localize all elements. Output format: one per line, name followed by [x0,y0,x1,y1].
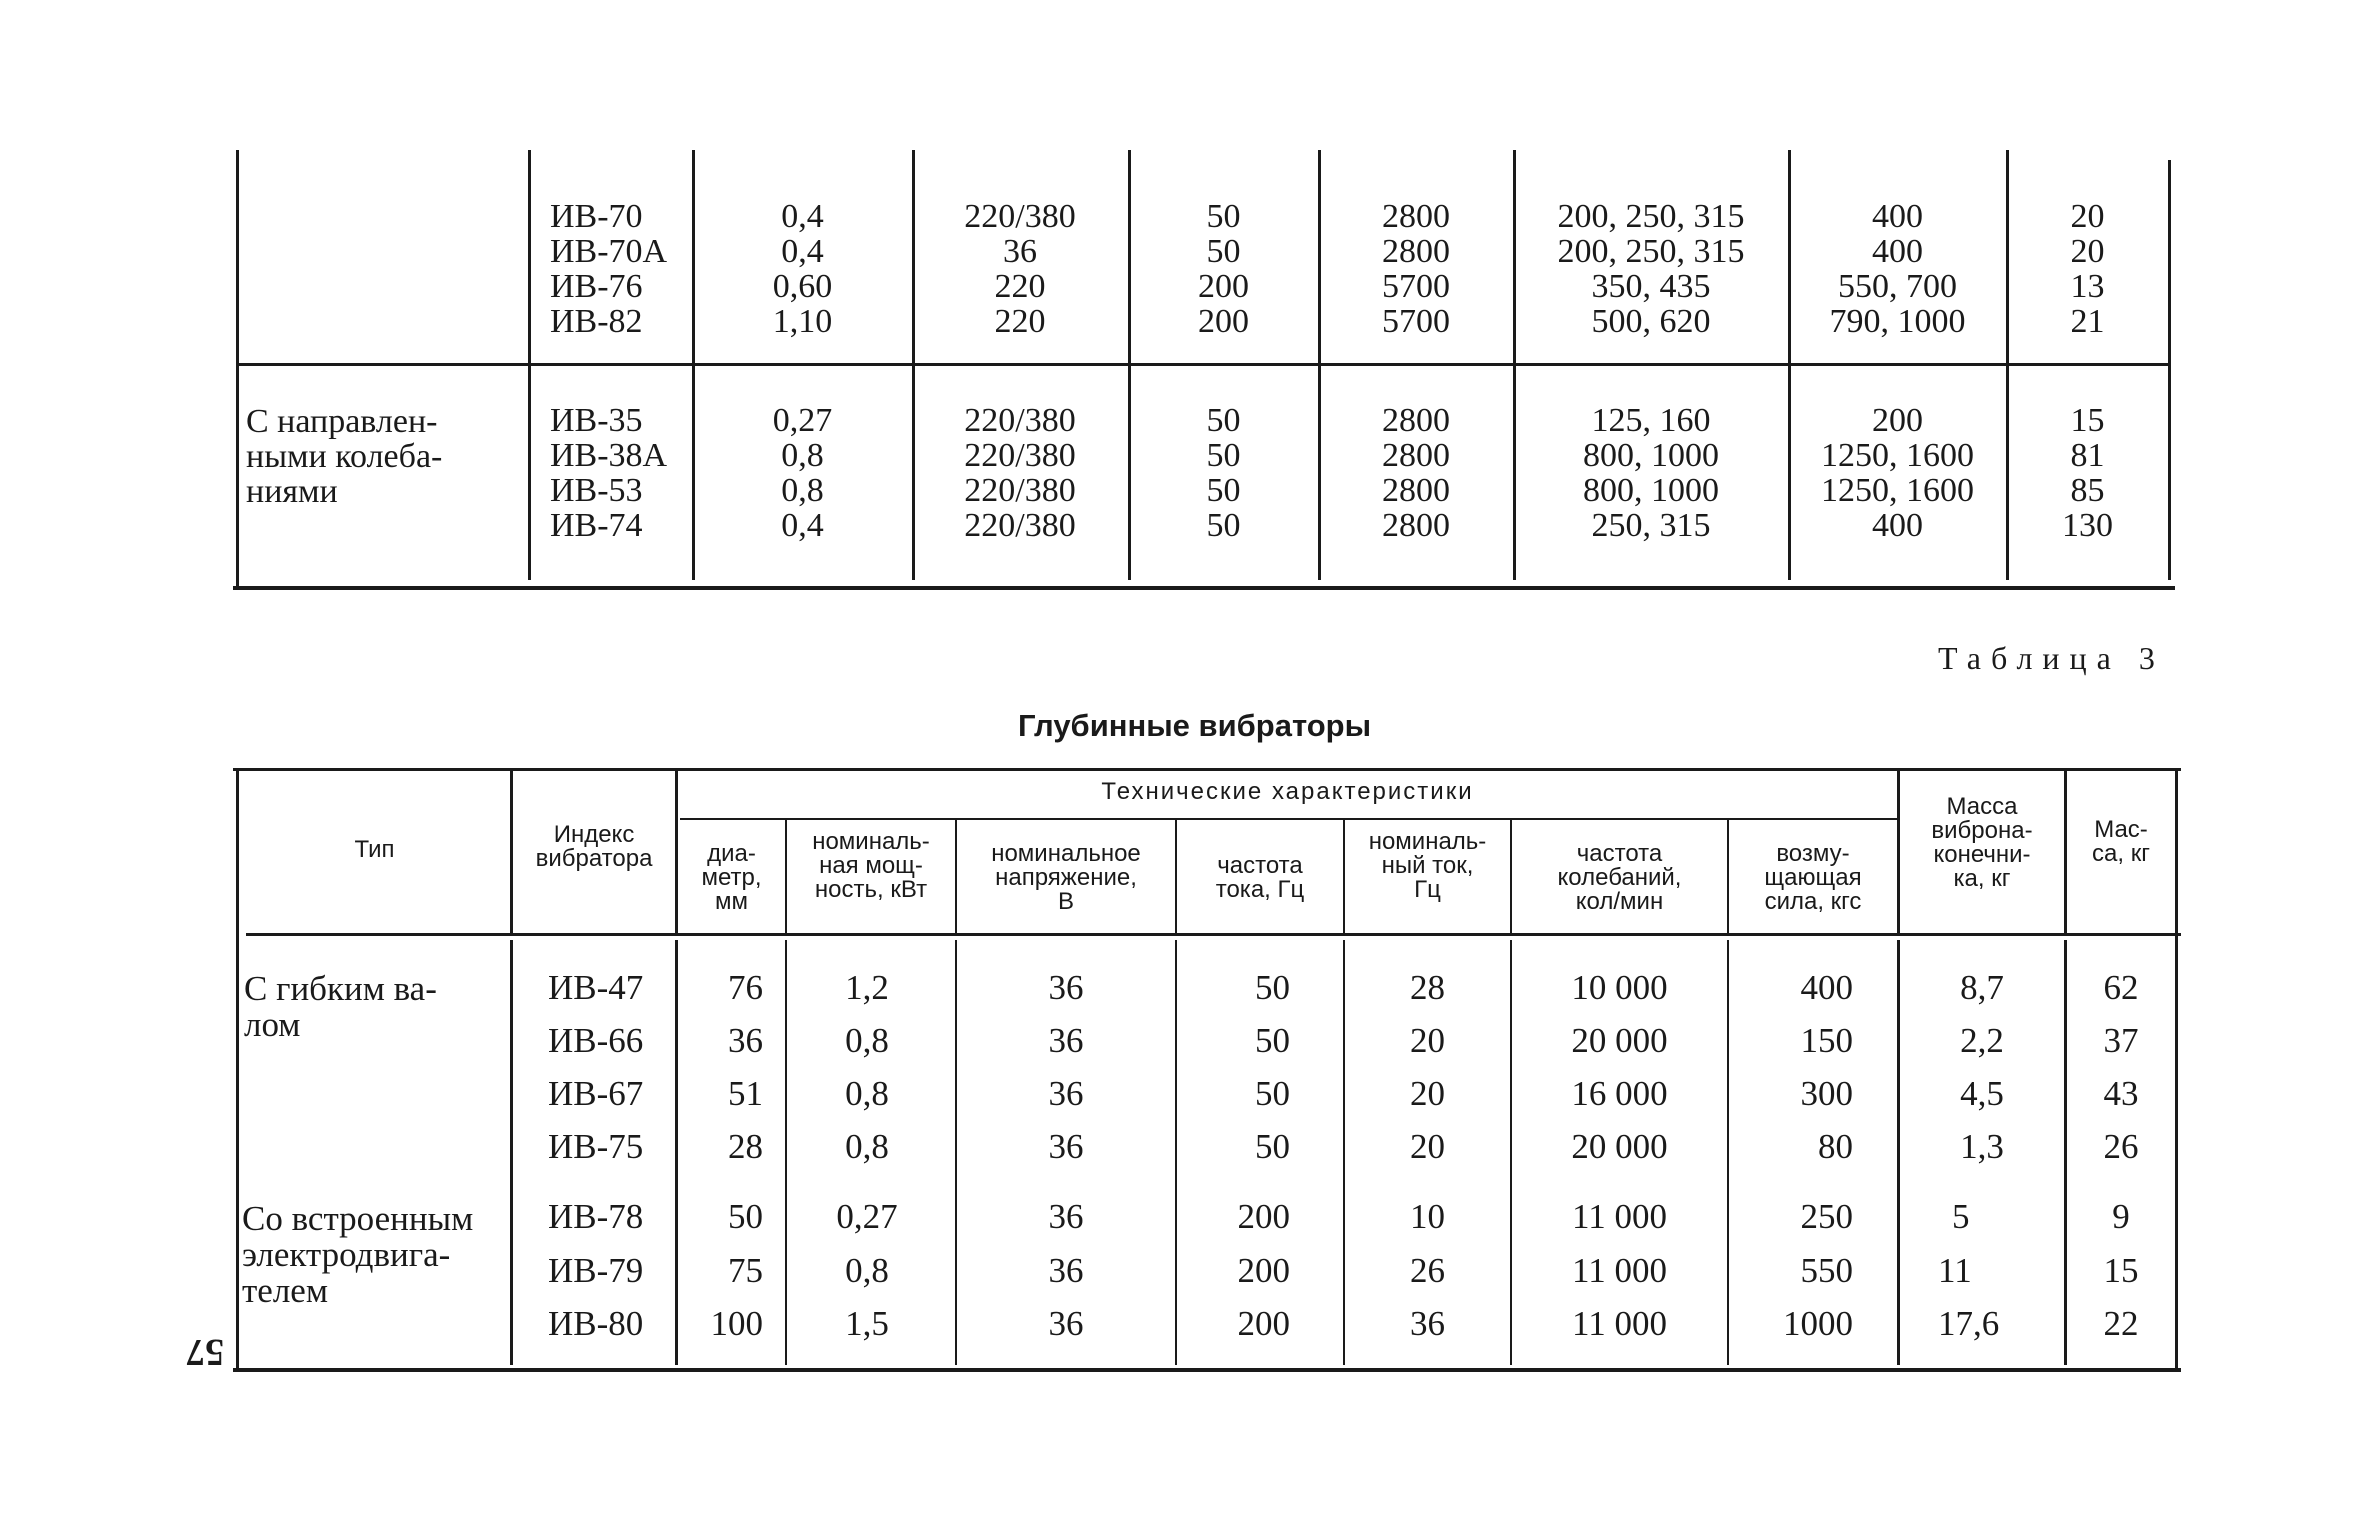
cell-mass: 15 [2070,402,2105,439]
cell-current: 10 [1410,1197,1445,1236]
cell-voltage: 220/380 [964,472,1076,509]
cell-col6: 250, 315 [1591,507,1711,544]
cell-voltage: 220 [994,303,1046,340]
cell-mass: 21 [2070,303,2105,340]
cell-power: 0,4 [781,198,824,235]
cell-mass: 37 [2103,1021,2139,1060]
cell-voltage: 36 [1048,1251,1084,1290]
cell-col6: 500, 620 [1591,303,1711,340]
cell-type: С направлен- ными колеба- ниями [246,403,443,510]
cell-type: С гибким ва- лом [244,969,437,1044]
cell-voltage: 220/380 [964,402,1076,439]
cell-diameter: 76 [728,968,763,1007]
header-tip-mass: Масса виброна- конечни- ка, кг [1931,793,2033,892]
cell-mass: 26 [2103,1127,2139,1166]
cell-tip-mass: 5 [1952,1197,1970,1236]
cell-current: 36 [1410,1304,1445,1343]
header-power: номиналь- ная мощ- ность, кВт [812,828,930,903]
cell-mass: 130 [2062,507,2113,544]
cell-freq: 200 [1198,268,1249,305]
cell-current-freq: 200 [1237,1251,1290,1290]
cell-power: 0,8 [845,1127,889,1166]
cell-freq: 50 [1206,233,1241,270]
cell-voltage: 36 [1048,1021,1084,1060]
cell-current-freq: 50 [1255,1021,1290,1060]
cell-current-freq: 50 [1255,968,1290,1007]
cell-index: ИВ-70А [550,233,668,270]
cell-current: 26 [1410,1251,1445,1290]
cell-tip-mass: 8,7 [1960,968,2004,1007]
cell-mass: 43 [2103,1074,2139,1113]
cell-osc-freq: 20 000 [1571,1021,1668,1060]
cell-force: 250 [1800,1197,1853,1236]
cell-index: ИВ-82 [550,303,643,340]
cell-current: 20 [1410,1074,1445,1113]
cell-index: ИВ-76 [550,268,643,305]
cell-power: 0,8 [781,437,824,474]
cell-type: Со встроенным электродвига- телем [242,1199,474,1310]
cell-force: 150 [1800,1021,1853,1060]
cell-index: ИВ-78 [548,1197,644,1236]
cell-voltage: 36 [1048,1197,1084,1236]
cell-col7: 550, 700 [1838,268,1957,305]
cell-mass: 85 [2070,472,2105,509]
cell-power: 0,27 [836,1197,898,1236]
cell-osc-freq: 11 000 [1572,1304,1667,1343]
header-mass: Мас- са, кг [2092,816,2150,867]
cell-col6: 800, 1000 [1583,472,1719,509]
cell-col7: 790, 1000 [1829,303,1966,340]
cell-col7: 1250, 1600 [1821,472,1974,509]
cell-force: 400 [1800,968,1853,1007]
cell-power: 1,2 [845,968,889,1007]
cell-osc-freq: 11 000 [1572,1197,1667,1236]
cell-index: ИВ-80 [548,1304,644,1343]
cell-freq: 50 [1206,198,1241,235]
table-top-rule [233,768,2181,771]
cell-freq: 50 [1206,472,1241,509]
cell-tip-mass: 2,2 [1960,1021,2004,1060]
cell-voltage: 36 [1048,1074,1084,1113]
cell-osc-freq: 10 000 [1571,968,1668,1007]
cell-current: 20 [1410,1021,1445,1060]
cell-col7: 200 [1872,402,1923,439]
cell-current: 20 [1410,1127,1445,1166]
cell-osc-freq: 16 000 [1571,1074,1668,1113]
cell-diameter: 75 [728,1251,763,1290]
cell-power: 0,60 [772,268,833,305]
cell-freq: 50 [1206,507,1241,544]
cell-force: 550 [1800,1251,1853,1290]
cell-power: 1,5 [845,1304,889,1343]
cell-col7: 1250, 1600 [1821,437,1974,474]
cell-index: ИВ-47 [548,968,644,1007]
header-type: Тип [354,836,395,863]
cell-col6: 800, 1000 [1583,437,1719,474]
cell-mass: 20 [2070,198,2105,235]
cell-diameter: 36 [728,1021,763,1060]
cell-speed: 2800 [1382,402,1450,439]
cell-speed: 5700 [1382,303,1450,340]
header-current: номиналь- ный ток, Гц [1368,828,1487,903]
cell-force: 80 [1818,1127,1853,1166]
header-force: возму- щающая сила, кгс [1764,840,1862,915]
cell-diameter: 100 [710,1304,763,1343]
table-caption: Таблица 3 [1938,640,2165,676]
cell-power: 0,8 [781,472,824,509]
cell-voltage: 220 [994,268,1046,305]
cell-index: ИВ-79 [548,1251,644,1290]
cell-osc-freq: 11 000 [1572,1251,1667,1290]
cell-diameter: 50 [728,1197,763,1236]
cell-voltage: 36 [1048,1304,1084,1343]
cell-freq: 50 [1206,437,1241,474]
cell-tip-mass: 4,5 [1960,1074,2004,1113]
cell-freq: 50 [1206,402,1241,439]
cell-force: 300 [1800,1074,1853,1113]
cell-col6: 350, 435 [1591,268,1711,305]
cell-diameter: 51 [728,1074,763,1113]
cell-voltage: 220/380 [964,507,1076,544]
cell-speed: 5700 [1382,268,1450,305]
cell-osc-freq: 20 000 [1571,1127,1668,1166]
header-bottom-rule [246,933,2181,936]
cell-current-freq: 50 [1255,1074,1290,1113]
cell-mass: 81 [2070,437,2105,474]
cell-index: ИВ-53 [550,472,643,509]
page-number: 57 [186,1331,224,1373]
cell-speed: 2800 [1382,472,1450,509]
cell-mass: 62 [2103,968,2139,1007]
table-title: Глубинные вибраторы [1018,708,1372,743]
cell-mass: 22 [2103,1304,2139,1343]
cell-voltage: 220/380 [964,198,1076,235]
cell-index: ИВ-35 [550,402,643,439]
cell-mass: 15 [2103,1251,2139,1290]
cell-current-freq: 200 [1237,1304,1290,1343]
cell-diameter: 28 [728,1127,763,1166]
cell-force: 1000 [1783,1304,1853,1343]
header-index: Индекс вибратора [535,821,653,872]
cell-speed: 2800 [1382,507,1450,544]
cell-power: 0,4 [781,507,824,544]
cell-col7: 400 [1872,507,1923,544]
cell-index: ИВ-74 [550,507,643,544]
cell-col7: 400 [1872,198,1923,235]
cell-tip-mass: 1,3 [1960,1127,2004,1166]
cell-voltage: 36 [1048,1127,1084,1166]
cell-speed: 2800 [1382,233,1450,270]
column-rule [675,940,678,1365]
cell-mass: 20 [2070,233,2105,270]
cell-col7: 400 [1872,233,1923,270]
cell-power: 1,10 [772,303,833,340]
header-voltage: номинальное напряжение, В [991,840,1141,915]
cell-index: ИВ-70 [550,198,643,235]
cell-power: 0,4 [781,233,824,270]
cell-current-freq: 200 [1237,1197,1290,1236]
cell-tip-mass: 11 [1938,1251,1972,1290]
column-rule [2175,770,2178,1370]
cell-voltage: 36 [1003,233,1037,270]
cell-speed: 2800 [1382,198,1450,235]
table-bottom-rule [233,1368,2181,1372]
cell-mass: 13 [2070,268,2105,305]
cell-col6: 125, 160 [1591,402,1711,439]
header-diameter: диа- метр, мм [701,840,762,915]
cell-power: 0,8 [845,1021,889,1060]
group-header-rule [680,818,1900,820]
header-osc-freq: частота колебаний, кол/мин [1557,840,1682,915]
cell-voltage: 220/380 [964,437,1076,474]
cell-index: ИВ-67 [548,1074,644,1113]
header-current-freq: частота тока, Гц [1215,852,1305,903]
column-rule [510,940,513,1365]
cell-tip-mass: 17,6 [1938,1304,2000,1343]
cell-speed: 2800 [1382,437,1450,474]
cell-col6: 200, 250, 315 [1557,198,1745,235]
cell-mass: 9 [2112,1197,2130,1236]
cell-voltage: 36 [1048,968,1084,1007]
cell-index: ИВ-75 [548,1127,644,1166]
header-tech-group: Технические характеристики [1101,778,1474,805]
cell-col6: 200, 250, 315 [1557,233,1745,270]
cell-power: 0,8 [845,1074,889,1113]
cell-current-freq: 50 [1255,1127,1290,1166]
cell-current: 28 [1410,968,1445,1007]
cell-power: 0,8 [845,1251,889,1290]
cell-power: 0,27 [772,402,833,439]
cell-freq: 200 [1198,303,1249,340]
cell-index: ИВ-38А [550,437,668,474]
cell-index: ИВ-66 [548,1021,644,1060]
